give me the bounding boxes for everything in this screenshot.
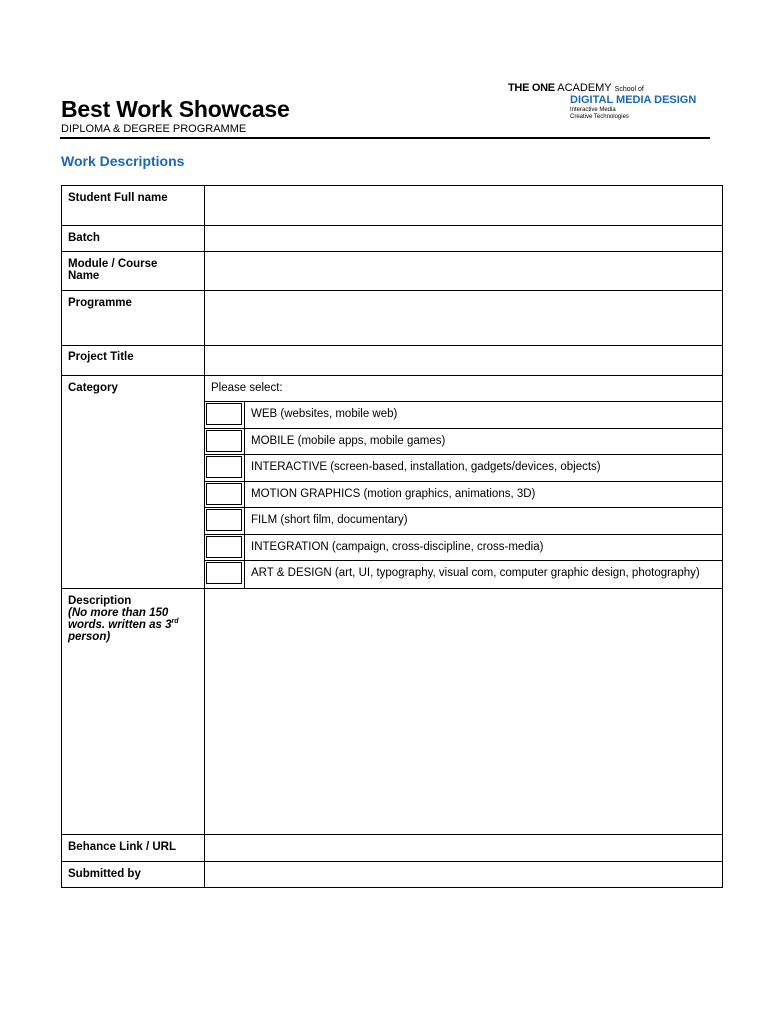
- field-student-name[interactable]: [205, 186, 723, 226]
- field-behance[interactable]: [205, 834, 723, 861]
- row-category: [62, 376, 723, 589]
- option-label-web: WEB (websites, mobile web): [251, 408, 398, 420]
- label-programme: Programme: [62, 291, 205, 346]
- field-batch[interactable]: [205, 226, 723, 252]
- academy-logo: [508, 82, 708, 122]
- option-label-interactive: INTERACTIVE (screen-based, installation, gadgets/devices, objects): [251, 461, 601, 473]
- checkbox-cell: [205, 535, 245, 561]
- row-description: [62, 588, 723, 834]
- section-title: Work Descriptions: [61, 153, 185, 169]
- checkbox-integration[interactable]: [206, 536, 242, 558]
- row-student-name: [62, 186, 723, 226]
- description-note-1: (No more than 150: [68, 606, 169, 619]
- header-divider: [60, 137, 710, 139]
- checkbox-mobile[interactable]: [206, 430, 242, 452]
- category-option-film: [205, 508, 722, 535]
- row-programme: [62, 291, 723, 346]
- label-description-title: Description: [68, 594, 132, 607]
- description-note-2: [68, 619, 198, 631]
- row-module: [62, 252, 723, 291]
- checkbox-motion-graphics[interactable]: [206, 483, 242, 505]
- label-behance: Behance Link / URL: [62, 834, 205, 861]
- logo-brand-bold: THE ONE: [508, 82, 555, 94]
- option-label-mobile: MOBILE (mobile apps, mobile games): [251, 434, 446, 447]
- label-batch: Batch: [62, 226, 205, 252]
- logo-brand-line: [508, 82, 644, 94]
- option-label-integration: INTEGRATION (campaign, cross-discipline, cross-media): [251, 540, 544, 553]
- checkbox-art-design[interactable]: [206, 562, 242, 584]
- field-description[interactable]: [205, 588, 723, 834]
- checkbox-cell: [205, 455, 245, 481]
- logo-tagline: [570, 107, 629, 121]
- description-note-3: person): [68, 630, 111, 643]
- page-title: Best Work Showcase: [61, 96, 290, 122]
- label-description: [62, 588, 205, 834]
- label-module: [62, 252, 205, 291]
- logo-school-name: DIGITAL MEDIA DESIGN: [570, 94, 697, 106]
- work-description-form: [61, 185, 723, 888]
- label-project-title: Project Title: [62, 346, 205, 376]
- option-label-art-design: ART & DESIGN (art, UI, typography, visual com, computer graphic design, photography): [251, 567, 700, 579]
- checkbox-cell: [205, 429, 245, 455]
- checkbox-cell: [205, 482, 245, 508]
- category-option-web: [205, 402, 722, 429]
- checkbox-film[interactable]: [206, 509, 242, 531]
- field-submitted-by[interactable]: [205, 861, 723, 887]
- field-programme[interactable]: [205, 291, 723, 346]
- label-category: Category: [62, 376, 205, 589]
- logo-tagline-2: Creative Technologies: [570, 114, 629, 120]
- field-module[interactable]: [205, 252, 723, 291]
- category-option-mobile: [205, 429, 722, 456]
- description-note-sup: rd: [171, 617, 179, 625]
- checkbox-cell: [205, 508, 245, 534]
- row-batch: [62, 226, 723, 252]
- option-label-motion-graphics: MOTION GRAPHICS (motion graphics, animations, 3D): [251, 487, 536, 500]
- option-label-film: FILM (short film, documentary): [251, 514, 408, 526]
- logo-school-of: School of: [614, 86, 644, 93]
- label-submitted-by: Submitted by: [62, 861, 205, 887]
- row-project-title: [62, 346, 723, 376]
- label-module-line1: Module / Course: [68, 258, 158, 270]
- description-note-2-text: words. written as 3: [68, 618, 172, 631]
- field-project-title[interactable]: [205, 346, 723, 376]
- category-options: [205, 376, 723, 589]
- category-option-art-design: [205, 561, 722, 588]
- category-option-motion-graphics: [205, 482, 722, 509]
- label-student-name: Student Full name: [62, 186, 205, 226]
- checkbox-cell: [205, 402, 245, 428]
- logo-tagline-1: Interactive Media: [570, 107, 616, 113]
- checkbox-web[interactable]: [206, 403, 242, 425]
- logo-brand-rest: ACADEMY: [554, 82, 612, 94]
- category-option-interactive: [205, 455, 722, 482]
- label-module-line2: Name: [68, 270, 100, 282]
- checkbox-interactive[interactable]: [206, 456, 242, 478]
- category-prompt: Please select:: [205, 376, 722, 402]
- checkbox-cell: [205, 561, 245, 588]
- row-submitted-by: [62, 861, 723, 887]
- category-option-integration: [205, 535, 722, 562]
- page-subtitle: DIPLOMA & DEGREE PROGRAMME: [61, 123, 247, 135]
- row-behance: [62, 834, 723, 861]
